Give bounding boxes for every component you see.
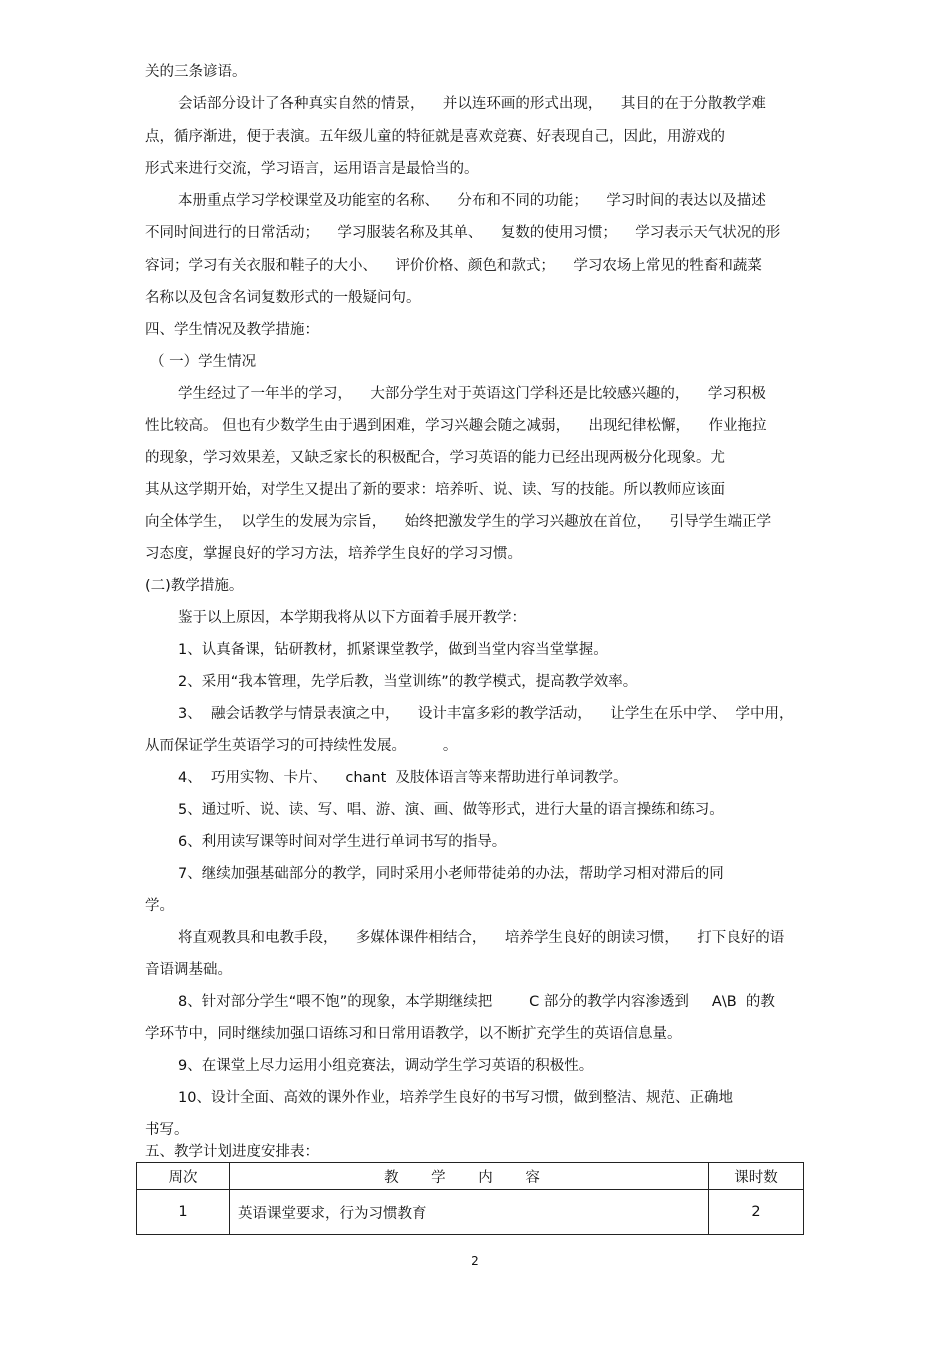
cell-hours: 2	[709, 1190, 804, 1235]
text-line: 容词；学习有关衣服和鞋子的大小、 评价价格、颜色和款式； 学习农场上常见的牲畜和蔬菜	[145, 258, 762, 274]
list-item: 5、通过听、说、读、写、唱、游、演、画、做等形式，进行大量的语言操练和练习。	[178, 802, 724, 818]
list-item: 10、设计全面、高效的课外作业，培养学生良好的书写习惯，做到整洁、规范、正确地	[178, 1090, 733, 1106]
text-line: 点，循序渐进，便于表演。五年级儿童的特征就是喜欢竞赛、好表现自己，因此，用游戏的	[145, 129, 725, 145]
text-line: 学。	[145, 898, 174, 914]
text-line: 将直观教具和电教手段， 多媒体课件相结合， 培养学生良好的朗读习惯， 打下良好的语	[178, 930, 785, 946]
header-week: 周次	[137, 1163, 230, 1190]
list-item: 2、采用“我本管理，先学后教，当堂训练”的教学模式，提高教学效率。	[178, 674, 638, 690]
section-heading: 五、教学计划进度安排表：	[145, 1144, 319, 1160]
list-item: 3、 融会话教学与情景表演之中， 设计丰富多彩的教学活动， 让学生在乐中学、 学中用，	[178, 706, 794, 722]
text-line: 学环节中，同时继续加强口语练习和日常用语教学，以不断扩充学生的英语信息量。	[145, 1026, 682, 1042]
text-line: 性比较高。 但也有少数学生由于遇到困难，学习兴趣会随之减弱， 出现纪律松懈， 作业拖拉	[145, 418, 767, 434]
text-line: 会话部分设计了各种真实自然的情景， 并以连环画的形式出现， 其目的在于分散教学难	[178, 96, 766, 112]
text-line: 书写。	[145, 1122, 189, 1138]
list-item: 7、继续加强基础部分的教学，同时采用小老师带徒弟的办法，帮助学习相对滞后的同	[178, 866, 724, 882]
list-item: 4、 巧用实物、卡片、 chant 及肢体语言等来帮助进行单词教学。	[178, 770, 628, 786]
text-line: 从而保证学生英语学习的可持续性发展。 。	[145, 738, 458, 754]
text-line: 关的三条谚语。	[145, 64, 247, 80]
list-item: 9、在课堂上尽力运用小组竞赛法，调动学生学习英语的积极性。	[178, 1058, 594, 1074]
list-item: 8、针对部分学生“喂不饱”的现象，本学期继续把 C 部分的教学内容渗透到 A\B 的教	[178, 994, 775, 1010]
table-row	[137, 1190, 804, 1235]
text-line: 向全体学生， 以学生的发展为宗旨， 始终把激发学生的学习兴趣放在首位， 引导学生端正学	[145, 514, 772, 530]
subsection-heading: （ 一）学生情况	[150, 354, 257, 370]
header-hours: 课时数	[709, 1163, 804, 1190]
text-line: 本册重点学习学校课堂及功能室的名称、 分布和不同的功能； 学习时间的表达以及描述	[178, 193, 766, 209]
text-line: 习态度，掌握良好的学习方法，培养学生良好的学习习惯。	[145, 546, 522, 562]
table-header-row	[137, 1163, 804, 1190]
text-line: 不同时间进行的日常活动； 学习服装名称及其单、 复数的使用习惯； 学习表示天气状况的形	[145, 225, 781, 241]
text-line: 名称以及包含名词复数形式的一般疑问句。	[145, 290, 421, 306]
schedule-table	[136, 1162, 804, 1235]
text-line: 其从这学期开始，对学生又提出了新的要求：培养听、说、读、写的技能。所以教师应该面	[145, 482, 725, 498]
text-line: 音语调基础。	[145, 962, 232, 978]
list-item: 6、利用读写课等时间对学生进行单词书写的指导。	[178, 834, 507, 850]
cell-content: 英语课堂要求，行为习惯教育	[230, 1190, 709, 1235]
text-line: 的现象，学习效果差，又缺乏家长的积极配合，学习英语的能力已经出现两极分化现象。尤	[145, 450, 725, 466]
cell-week: 1	[137, 1190, 230, 1235]
header-content: 教 学 内 容	[230, 1163, 709, 1190]
page-number: 2	[471, 1254, 479, 1268]
section-heading: 四、学生情况及教学措施：	[145, 322, 319, 338]
subsection-heading: (二)教学措施。	[145, 578, 244, 594]
list-item: 1、认真备课，钻研教材，抓紧课堂教学，做到当堂内容当堂掌握。	[178, 642, 608, 658]
text-line: 鉴于以上原因，本学期我将从以下方面着手展开教学：	[178, 610, 526, 626]
text-line: 形式来进行交流，学习语言，运用语言是最恰当的。	[145, 161, 479, 177]
text-line: 学生经过了一年半的学习， 大部分学生对于英语这门学科还是比较感兴趣的， 学习积极	[178, 386, 766, 402]
